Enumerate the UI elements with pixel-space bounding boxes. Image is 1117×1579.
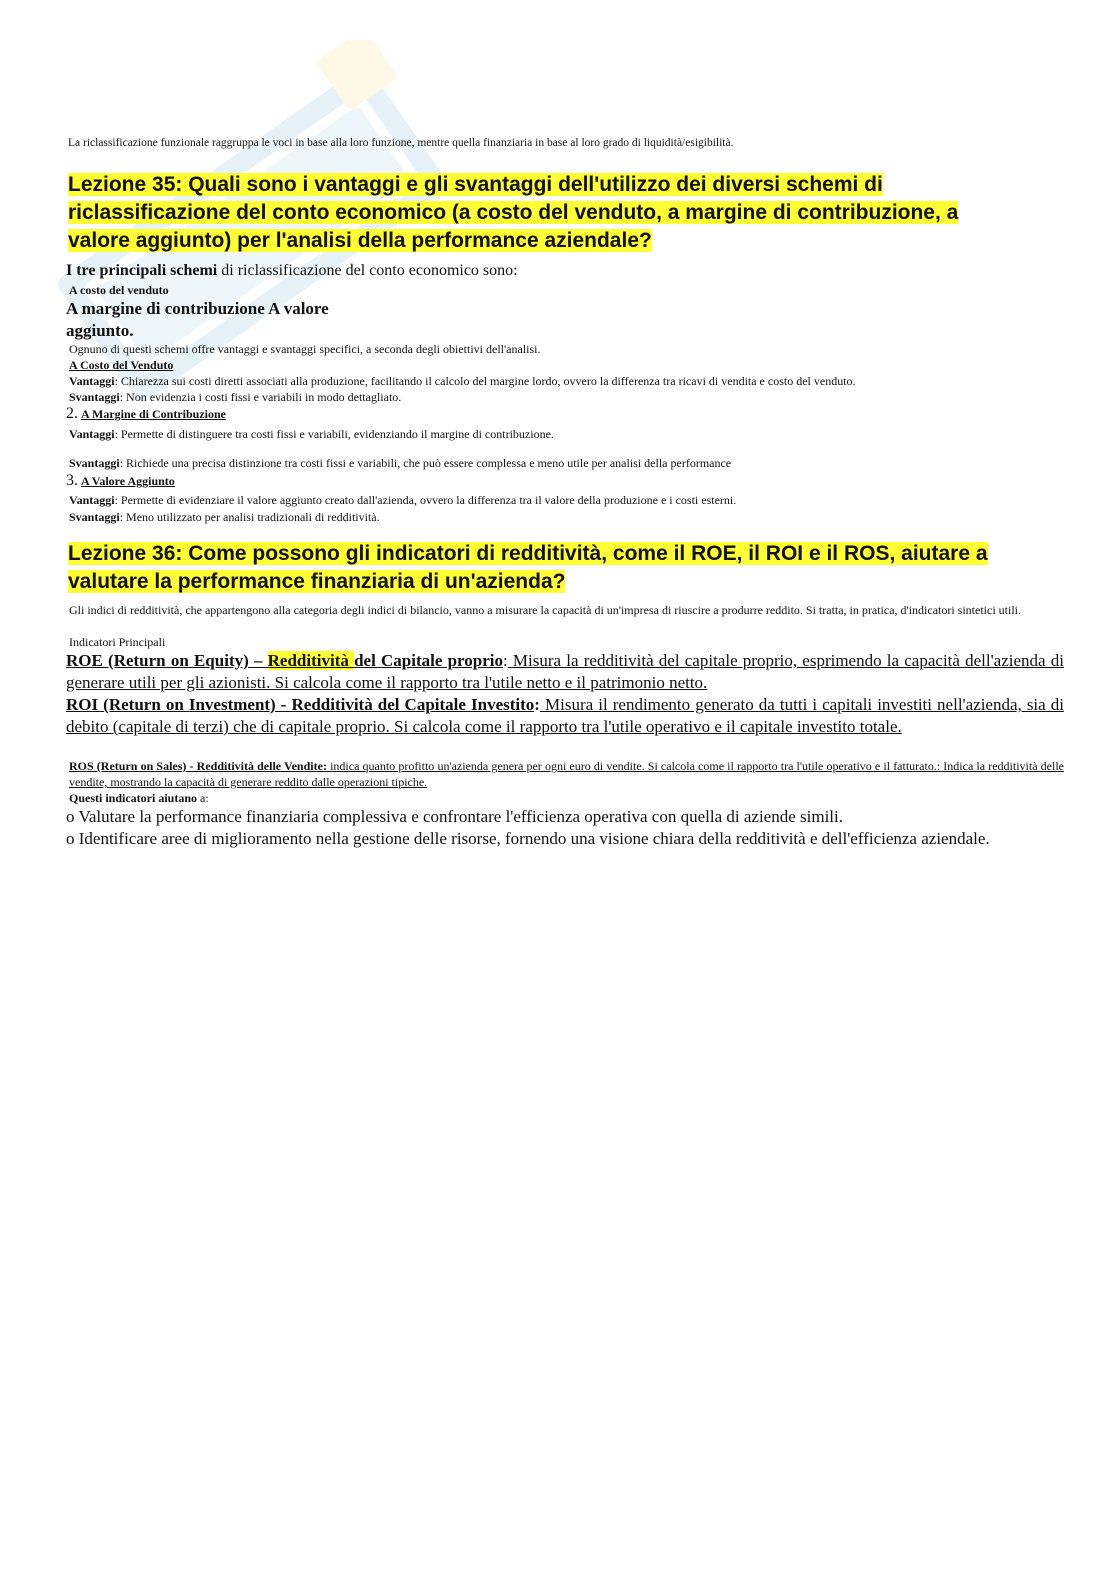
list-item-margine: A margine di contribuzione A valore (66, 299, 329, 318)
roe-label-b: del Capitale proprio (354, 651, 503, 670)
valore-advantages: Vantaggi: Permette di evidenziare il valore aggiunto creato dall'azienda, ovvero la differenza tra il valore della produzione e i costi esterni. (69, 493, 737, 507)
section-valore-heading (66, 473, 175, 489)
roe-paragraph: ROE (Return on Equity) – Redditività del Capitale proprio: Misura la redditività del capitale proprio, esprimendo la capacità dell'azienda di generare utili per gli azionisti. Si calcola come il rapporto tra l'utile netto e il patrimonio netto. (66, 651, 1065, 692)
costo-venduto-advantages: Vantaggi: Chiarezza sui costi diretti associati alla produzione, facilitando il calcolo del margine lordo, ovvero la differenza tra ricavi di vendita e costo del venduto. (69, 374, 856, 388)
margine-advantages: Vantaggi: Permette di distinguere tra costi fissi e variabili, evidenziando il margine di contribuzione. (69, 427, 554, 441)
lesson-35-title-line2: riclassificazione del conto economico (a costo del venduto, a margine di contribuzione, (68, 201, 941, 224)
roe-text: Misura la redditività del capitale proprio, esprimendo la capacità dell'azienda di generare utili per gli azionisti. Si calcola come il rapporto tra l'utile netto e il patrimonio netto. (66, 651, 1065, 692)
intro-rest: di riclassificazione del conto economico sono: (217, 262, 518, 279)
lesson-36-title-line1-end: aiutare a (895, 542, 988, 565)
lesson-36-title-line1: Lezione 36: Come possono gli indicatori di redditività, come il ROE, il ROI e il ROS, (68, 542, 896, 565)
section-valore-title: A Valore Aggiunto (81, 474, 175, 488)
roe-label-highlight: Redditività (267, 651, 355, 670)
bullet-identify: o Identificare aree di miglioramento nella gestione delle risorse, fornendo una visione chiara della redditività e dell'efficienza aziendale. (66, 829, 990, 848)
section-2-number: 2. (66, 405, 78, 422)
lesson-35-title-line2-end: a (940, 201, 959, 224)
margine-disadvantages: Svantaggi: Richiede una precisa distinzione tra costi fissi e variabili, che può essere complessa e meno utile per analisi della performance (69, 456, 732, 470)
ros-label: ROS (Return on Sales) - Redditività delle Vendite: (69, 759, 327, 773)
valore-disadvantages: Svantaggi: Meno utilizzato per analisi tradizionali di redditività. (69, 510, 380, 524)
ros-text: indica quanto profitto un'azienda genera per ogni euro di vendite. Si calcola come il rapporto tra l'utile operativo e il fatturato.: Indica la redditività delle vendite, mostrando la capacità di generare reddito dalle operazioni tipiche. (69, 759, 1064, 789)
main-indicators-label: Indicatori Principali (69, 635, 166, 649)
lesson-36-title-line2: valutare la performance finanziaria di un'azienda? (68, 570, 566, 593)
roe-label-a: ROE (Return on Equity) – (66, 651, 268, 670)
lesson-35-title-line3: valore aggiunto) per l'analisi della performance aziendale? (68, 229, 652, 252)
bullet-evaluate: o Valutare la performance finanziaria complessiva e confrontare l'efficienza operativa con quella di aziende simili. (66, 807, 843, 826)
roi-label: ROI (Return on Investment) - Redditività del Capitale Investito (66, 695, 535, 714)
section-margine-heading (66, 406, 226, 422)
roi-paragraph: ROI (Return on Investment) - Redditività del Capitale Investito: Misura il rendimento generato da tutti i capitali investiti nell'azienda, sia di debito (capitale di terzi) che di capitale proprio. Si calcola come il rapporto tra l'utile operativo e il capitale investito totale. (66, 695, 1064, 736)
section-margine-title: A Margine di Contribuzione (81, 407, 227, 421)
list-item-aggiunto: aggiunto. (66, 321, 134, 340)
list-item-costo-venduto: A costo del venduto (69, 283, 169, 297)
schemes-note: Ognuno di questi schemi offre vantaggi e svantaggi specifici, a seconda degli obiettivi dell'analisi. (69, 342, 541, 356)
lesson-35-title-line1: Lezione 35: Quali sono i vantaggi e gli svantaggi dell'utilizzo dei diversi schemi di (68, 173, 883, 196)
costo-venduto-disadvantages: Svantaggi: Non evidenzia i costi fissi e variabili in modo dettagliato. (69, 390, 402, 404)
lesson-35-intro (66, 260, 518, 282)
ros-paragraph (69, 758, 1064, 790)
intro-line: La riclassificazione funzionale raggruppa le voci in base alla loro funzione, mentre quella finanziaria in base al loro grado di liquidità/esigibilità. (68, 137, 734, 149)
intro-bold: I tre principali schemi (66, 262, 218, 279)
roi-text: Misura il rendimento generato da tutti i capitali investiti nell'azienda, sia di debito (capitale di terzi) che di capitale proprio. Si calcola come il rapporto tra l'utile operativo e il capitale investito totale. (66, 695, 1064, 736)
section-costo-venduto-title: A Costo del Venduto (69, 358, 174, 372)
section-3-number: 3. (66, 472, 78, 489)
lesson-36-title (68, 540, 1058, 596)
lesson-36-intro: Gli indici di redditività, che appartengono alla categoria degli indici di bilancio, vanno a misurare la capacità di un'impresa di riuscire a produrre reddito. Si tratta, in pratica, d'indicatori sintetici utili. (69, 603, 1022, 617)
indicators-help-label: Questi indicatori aiutano a: (69, 791, 209, 805)
lesson-35-title (68, 171, 1058, 255)
